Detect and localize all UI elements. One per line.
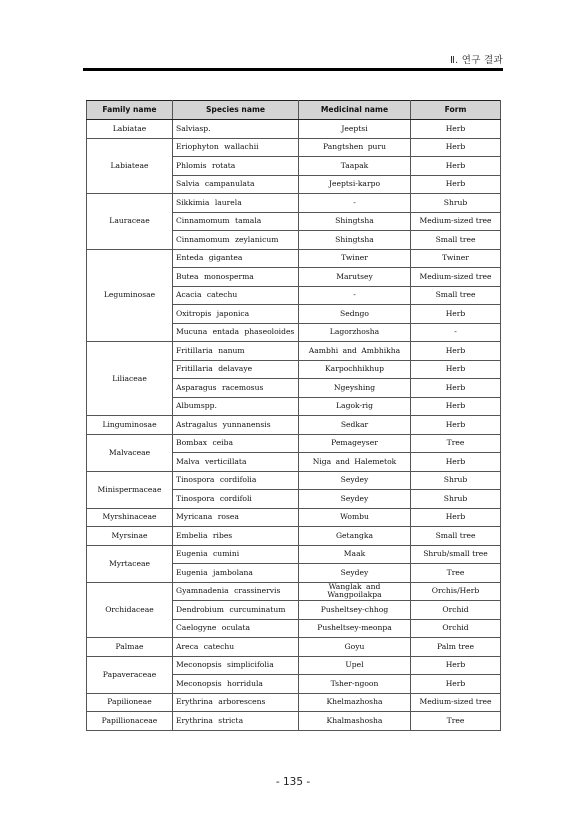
species-name-cell: Fritillaria nanum [173,342,299,361]
species-name-cell: Asparagus racemosus [173,379,299,398]
species-name-cell: Tinospora cordifolia [173,471,299,490]
family-name-cell: Labiatae [87,120,173,139]
medicinal-name-cell: Seydey [299,564,411,583]
medicinal-name-cell: Seydey [299,471,411,490]
species-name-cell: Cinnamomum tamala [173,212,299,231]
species-name-cell: Gyamnadenia crassinervis [173,582,299,601]
species-name-cell: Acacia catechu [173,286,299,305]
family-name-cell: Linguminosae [87,416,173,435]
table-row [87,712,501,731]
table-row [87,471,501,490]
table-row [87,194,501,213]
medicinal-name-cell: Wanglak and Wangpoilakpa [299,582,411,601]
species-name-cell: Salvia campanulata [173,175,299,194]
species-name-cell: Eriophyton wallachii [173,138,299,157]
species-name-cell: Sikkimia laurela [173,194,299,213]
table-header-row [87,101,501,120]
form-cell: Herb [411,453,501,472]
family-name-cell: Papillionaceae [87,712,173,731]
medicinal-name-cell: Shingtsha [299,212,411,231]
form-cell: Herb [411,120,501,139]
species-name-cell: Enteda gigantea [173,249,299,268]
form-cell: Herb [411,360,501,379]
family-name-cell: Palmae [87,638,173,657]
table-row [87,508,501,527]
family-name-cell: Myrsinae [87,527,173,546]
family-name-cell: Myrshinaceae [87,508,173,527]
table-row [87,138,501,157]
species-name-cell: Dendrobium curcuminatum [173,601,299,620]
species-name-cell: Albumspp. [173,397,299,416]
form-cell: Medium-sized tree [411,268,501,287]
species-name-cell: Cinnamomum zeylanicum [173,231,299,250]
medicinal-name-cell: Sedngo [299,305,411,324]
medicinal-name-cell: Niga and Halemetok [299,453,411,472]
form-cell: Herb [411,342,501,361]
form-cell: Herb [411,305,501,324]
table-row [87,656,501,675]
table-row [87,120,501,139]
family-name-cell: Myrtaceae [87,545,173,582]
species-name-cell: Butea monosperma [173,268,299,287]
family-name-cell: Liliaceae [87,342,173,416]
medicinal-name-cell: Pusheltsey-chhog [299,601,411,620]
medicinal-name-cell: Maak [299,545,411,564]
species-name-cell: Meconopsis horridula [173,675,299,694]
page-number: - 135 - [275,776,311,788]
table-row [87,249,501,268]
form-cell: Orchid [411,619,501,638]
medicinal-name-cell: Pemageyser [299,434,411,453]
species-name-cell: Salviasp. [173,120,299,139]
medicinal-name-cell: Jeeptsi-karpo [299,175,411,194]
family-name-cell: Malvaceae [87,434,173,471]
table-row [87,638,501,657]
header-rule [83,68,503,71]
form-cell: Shrub [411,490,501,509]
family-name-cell: Minispermaceae [87,471,173,508]
form-cell: Orchid [411,601,501,620]
species-name-cell: Fritillaria delavaye [173,360,299,379]
column-header-form: Form [411,101,501,120]
medicinal-name-cell: Lagok-rig [299,397,411,416]
table-row [87,693,501,712]
table-row [87,527,501,546]
medicinal-name-cell: Sedkar [299,416,411,435]
form-cell: Medium-sized tree [411,212,501,231]
species-name-cell: Mucuna entada phaseoloides [173,323,299,342]
species-name-cell: Myricana rosea [173,508,299,527]
form-cell: Herb [411,416,501,435]
species-name-cell: Caelogyne oculata [173,619,299,638]
medicinal-name-cell: Wombu [299,508,411,527]
medicinal-name-cell: Ngeyshing [299,379,411,398]
table-body [87,120,501,731]
form-cell: - [411,323,501,342]
species-name-cell: Bombax ceiba [173,434,299,453]
medicinal-name-cell: Upel [299,656,411,675]
medicinal-name-cell: Seydey [299,490,411,509]
form-cell: Shrub [411,194,501,213]
form-cell: Orchis/Herb [411,582,501,601]
table-row [87,582,501,601]
species-name-cell: Phlomis rotata [173,157,299,176]
medicinal-name-cell: Khelmazhosha [299,693,411,712]
table-row [87,416,501,435]
form-cell: Herb [411,175,501,194]
species-name-cell: Eugenia cumini [173,545,299,564]
form-cell: Palm tree [411,638,501,657]
table-row [87,434,501,453]
medicinal-name-cell: Twiner [299,249,411,268]
form-cell: Small tree [411,527,501,546]
medicinal-name-cell: Tsher-ngoon [299,675,411,694]
form-cell: Herb [411,379,501,398]
column-header-species: Species name [173,101,299,120]
medicinal-name-cell: Aambhi and Ambhikha [299,342,411,361]
species-name-cell: Eugenia jambolana [173,564,299,583]
family-name-cell: Orchidaceae [87,582,173,638]
medicinal-name-cell: Lagorzhosha [299,323,411,342]
family-name-cell: Lauraceae [87,194,173,250]
table-row [87,545,501,564]
form-cell: Herb [411,397,501,416]
species-name-cell: Erythrina arborescens [173,693,299,712]
form-cell: Small tree [411,286,501,305]
form-cell: Herb [411,656,501,675]
column-header-family: Family name [87,101,173,120]
table-row [87,342,501,361]
form-cell: Herb [411,675,501,694]
form-cell: Tree [411,712,501,731]
form-cell: Herb [411,138,501,157]
species-name-cell: Tinospora cordifoli [173,490,299,509]
medicinal-name-cell: Taapak [299,157,411,176]
medicinal-name-cell: Getangka [299,527,411,546]
form-cell: Twiner [411,249,501,268]
form-cell: Small tree [411,231,501,250]
medicinal-name-cell: Karpochhikhup [299,360,411,379]
chapter-header: Ⅱ. 연구 결과 [450,55,503,66]
family-name-cell: Papilioneae [87,693,173,712]
medicinal-name-cell: Pangtshen puru [299,138,411,157]
medicinal-name-cell: Khalmashosha [299,712,411,731]
medicinal-name-cell: Jeeptsi [299,120,411,139]
species-name-cell: Erythrina stricta [173,712,299,731]
species-name-cell: Oxitropis japonica [173,305,299,324]
form-cell: Medium-sized tree [411,693,501,712]
family-name-cell: Papaveraceae [87,656,173,693]
family-name-cell: Leguminosae [87,249,173,342]
medicinal-name-cell: Shingtsha [299,231,411,250]
form-cell: Herb [411,508,501,527]
species-table [86,100,501,731]
medicinal-name-cell: - [299,194,411,213]
medicinal-name-cell: - [299,286,411,305]
species-name-cell: Astragalus yunnanensis [173,416,299,435]
species-name-cell: Meconopsis simplicifolia [173,656,299,675]
form-cell: Shrub [411,471,501,490]
medicinal-name-cell: Pusheltsey-meonpa [299,619,411,638]
form-cell: Tree [411,564,501,583]
medicinal-name-cell: Goyu [299,638,411,657]
form-cell: Tree [411,434,501,453]
species-name-cell: Areca catechu [173,638,299,657]
species-name-cell: Embelia ribes [173,527,299,546]
form-cell: Herb [411,157,501,176]
species-name-cell: Malva verticillata [173,453,299,472]
form-cell: Shrub/small tree [411,545,501,564]
family-name-cell: Labiateae [87,138,173,194]
column-header-medicinal: Medicinal name [299,101,411,120]
medicinal-name-cell: Marutsey [299,268,411,287]
